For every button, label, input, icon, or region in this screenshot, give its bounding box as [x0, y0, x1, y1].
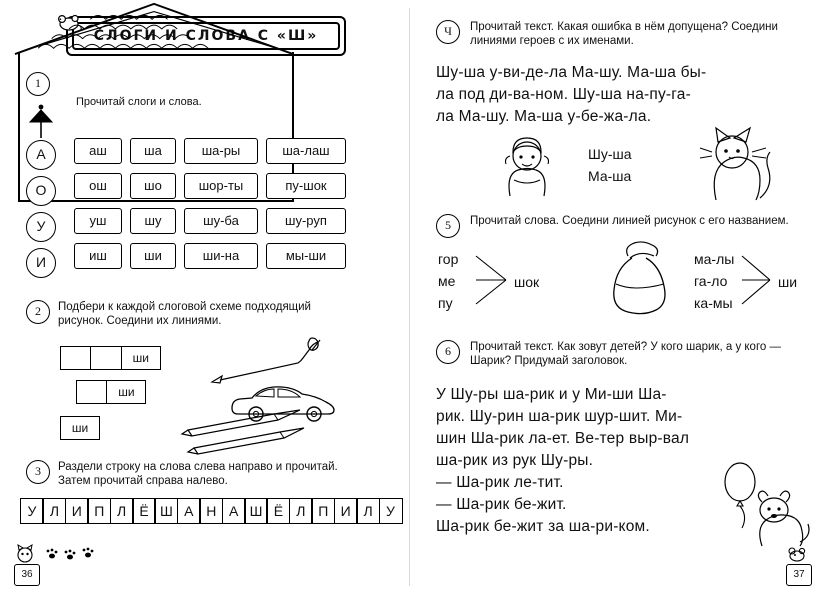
- scheme-label-box: ши: [60, 416, 100, 440]
- syllable-cell: аш: [74, 138, 122, 164]
- task-4-instruction: Прочитай текст. Какая ошибка в нём допущена? Соедини линиями героев с их именами.: [470, 21, 778, 47]
- letter-cell: И: [65, 498, 89, 524]
- task-4-text-line: ла под ди-ва-ном. Шу-ша на-пу-га-: [436, 86, 691, 103]
- task-5-instruction: Прочитай слова. Соедини линией рисунок с его названием.: [470, 215, 789, 227]
- cat-stamp-icon: [14, 544, 36, 564]
- scheme-empty-box: [90, 346, 122, 370]
- name-shusha: Шу-ша: [588, 146, 632, 162]
- task-3-number: 3: [26, 460, 50, 484]
- ending-shi: ши: [778, 274, 798, 290]
- scheme-row-3: [60, 416, 98, 440]
- task-2-instruction: Подбери к каждой слоговой схеме подходящий рисунок. Соедини их линиями.: [58, 301, 311, 327]
- vowel-u: У: [26, 212, 56, 242]
- task-6-text-line: рик. Шу-рин ша-рик шур-шит. Ми-: [436, 408, 683, 425]
- syllable-cell: ши: [130, 243, 176, 269]
- vowel-i: И: [26, 248, 56, 278]
- syllable: ме: [438, 273, 456, 289]
- letter-cell: А: [222, 498, 246, 524]
- girl-icon: [490, 132, 564, 198]
- page-number-right: 37: [786, 564, 812, 586]
- syllable-cell: шо: [130, 173, 176, 199]
- syllable: ма-лы: [694, 251, 735, 267]
- scheme-label-box: ши: [121, 346, 161, 370]
- syllable-cell: уш: [74, 208, 122, 234]
- dog-icon: [748, 490, 818, 552]
- syllable-cell: пу-шок: [266, 173, 346, 199]
- task-6-text-line: У Шу-ры ша-рик и у Ми-ши Ша-: [436, 386, 667, 403]
- syllable: гор: [438, 251, 459, 267]
- syllable-cell: шу-руп: [266, 208, 346, 234]
- syllable-cell: ош: [74, 173, 122, 199]
- right-bracket-lines: [740, 250, 774, 312]
- syllable-cell: шу-ба: [184, 208, 258, 234]
- task-4-text: [436, 62, 806, 128]
- task-6-text-line: — Ша-рик бе-жит.: [436, 496, 567, 513]
- letter-cell: П: [311, 498, 335, 524]
- task-2-number: 2: [26, 300, 50, 324]
- syllable: пу: [438, 295, 453, 311]
- syllable: га-ло: [694, 273, 728, 289]
- cat-icon: [698, 126, 784, 202]
- letter-cell: Л: [289, 498, 313, 524]
- syllable: ка-мы: [694, 295, 733, 311]
- syllable-cell: иш: [74, 243, 122, 269]
- page-divider: [409, 8, 410, 586]
- task-6-text-line: Ша-рик бе-жит за ша-ри-ком.: [436, 518, 650, 535]
- ending-shok: шок: [514, 274, 540, 290]
- task-5-right-syllables: [694, 248, 734, 314]
- letter-cell: Н: [199, 498, 223, 524]
- syllable-cell: ша-лаш: [266, 138, 346, 164]
- name-masha: Ма-ша: [588, 168, 632, 184]
- task-3-instruction: Раздели строку на слова слева направо и прочитай. Затем прочитай справа налево.: [58, 461, 338, 487]
- letter-cell: Л: [356, 498, 380, 524]
- letter-cell: Л: [42, 498, 66, 524]
- letter-cell: Ш: [154, 498, 178, 524]
- scheme-empty-box: [60, 346, 92, 370]
- banner-title: СЛОГИ И СЛОВА С «Ш»: [93, 28, 319, 44]
- letter-cell: Ш: [244, 498, 268, 524]
- syllable-cell: ша: [130, 138, 176, 164]
- task-6-text-line: — Ша-рик ле-тит.: [436, 474, 564, 491]
- task-5-left-syllables: [438, 248, 458, 314]
- page-number-left: 36: [14, 564, 40, 586]
- syllable-cell: шор-ты: [184, 173, 258, 199]
- mouse-stamp-icon: [786, 544, 808, 564]
- right-page: [418, 0, 818, 594]
- letter-cell: Ё: [132, 498, 156, 524]
- scheme-label-box: ши: [106, 380, 146, 404]
- syllable-grid: [74, 138, 354, 269]
- letter-cell: П: [87, 498, 111, 524]
- syllable-cell: шу: [130, 208, 176, 234]
- task-1-instruction: Прочитай слоги и слова.: [76, 96, 202, 108]
- scheme-row-1: [60, 346, 159, 370]
- letter-cell: У: [20, 498, 44, 524]
- flag-icon: [28, 98, 54, 138]
- task-5-number: 5: [436, 214, 460, 238]
- house-roof: [4, 0, 304, 56]
- task-1-number: 1: [26, 72, 50, 96]
- vowel-o: О: [26, 176, 56, 206]
- syllable-cell: ши-на: [184, 243, 258, 269]
- scheme-empty-box: [76, 380, 108, 404]
- letter-cell: У: [379, 498, 403, 524]
- task-6-instruction: Прочитай текст. Как зовут детей? У кого шарик, а у кого — Шарик? Придумай заголовок.: [470, 341, 781, 367]
- pencils-icon: [178, 404, 308, 464]
- letter-cell: А: [177, 498, 201, 524]
- letter-cell: Л: [110, 498, 134, 524]
- left-bracket-lines: [474, 250, 510, 312]
- left-page: [4, 0, 404, 594]
- task-6-text-line: шин Ша-рик ла-ет. Ве-тер выр-вал: [436, 430, 690, 447]
- syllable-cell: ша-ры: [184, 138, 258, 164]
- letter-cell: И: [334, 498, 358, 524]
- task-4-text-line: ла Ма-шу. Ма-ша у-бе-жа-ла.: [436, 108, 652, 125]
- letter-cell: Ё: [266, 498, 290, 524]
- letter-strip: [20, 498, 401, 524]
- sack-icon: [602, 240, 682, 316]
- task-6-number: 6: [436, 340, 460, 364]
- scheme-row-2: [76, 380, 145, 404]
- vowel-a: А: [26, 140, 56, 170]
- paw-prints-icon: [44, 546, 98, 562]
- task-4-number: Ч: [436, 20, 460, 44]
- task-6-text-line: ша-рик из рук Шу-ры.: [436, 452, 594, 469]
- task-4-text-line: Шу-ша у-ви-де-ла Ма-шу. Ма-ша бы-: [436, 64, 707, 81]
- syllable-cell: мы-ши: [266, 243, 346, 269]
